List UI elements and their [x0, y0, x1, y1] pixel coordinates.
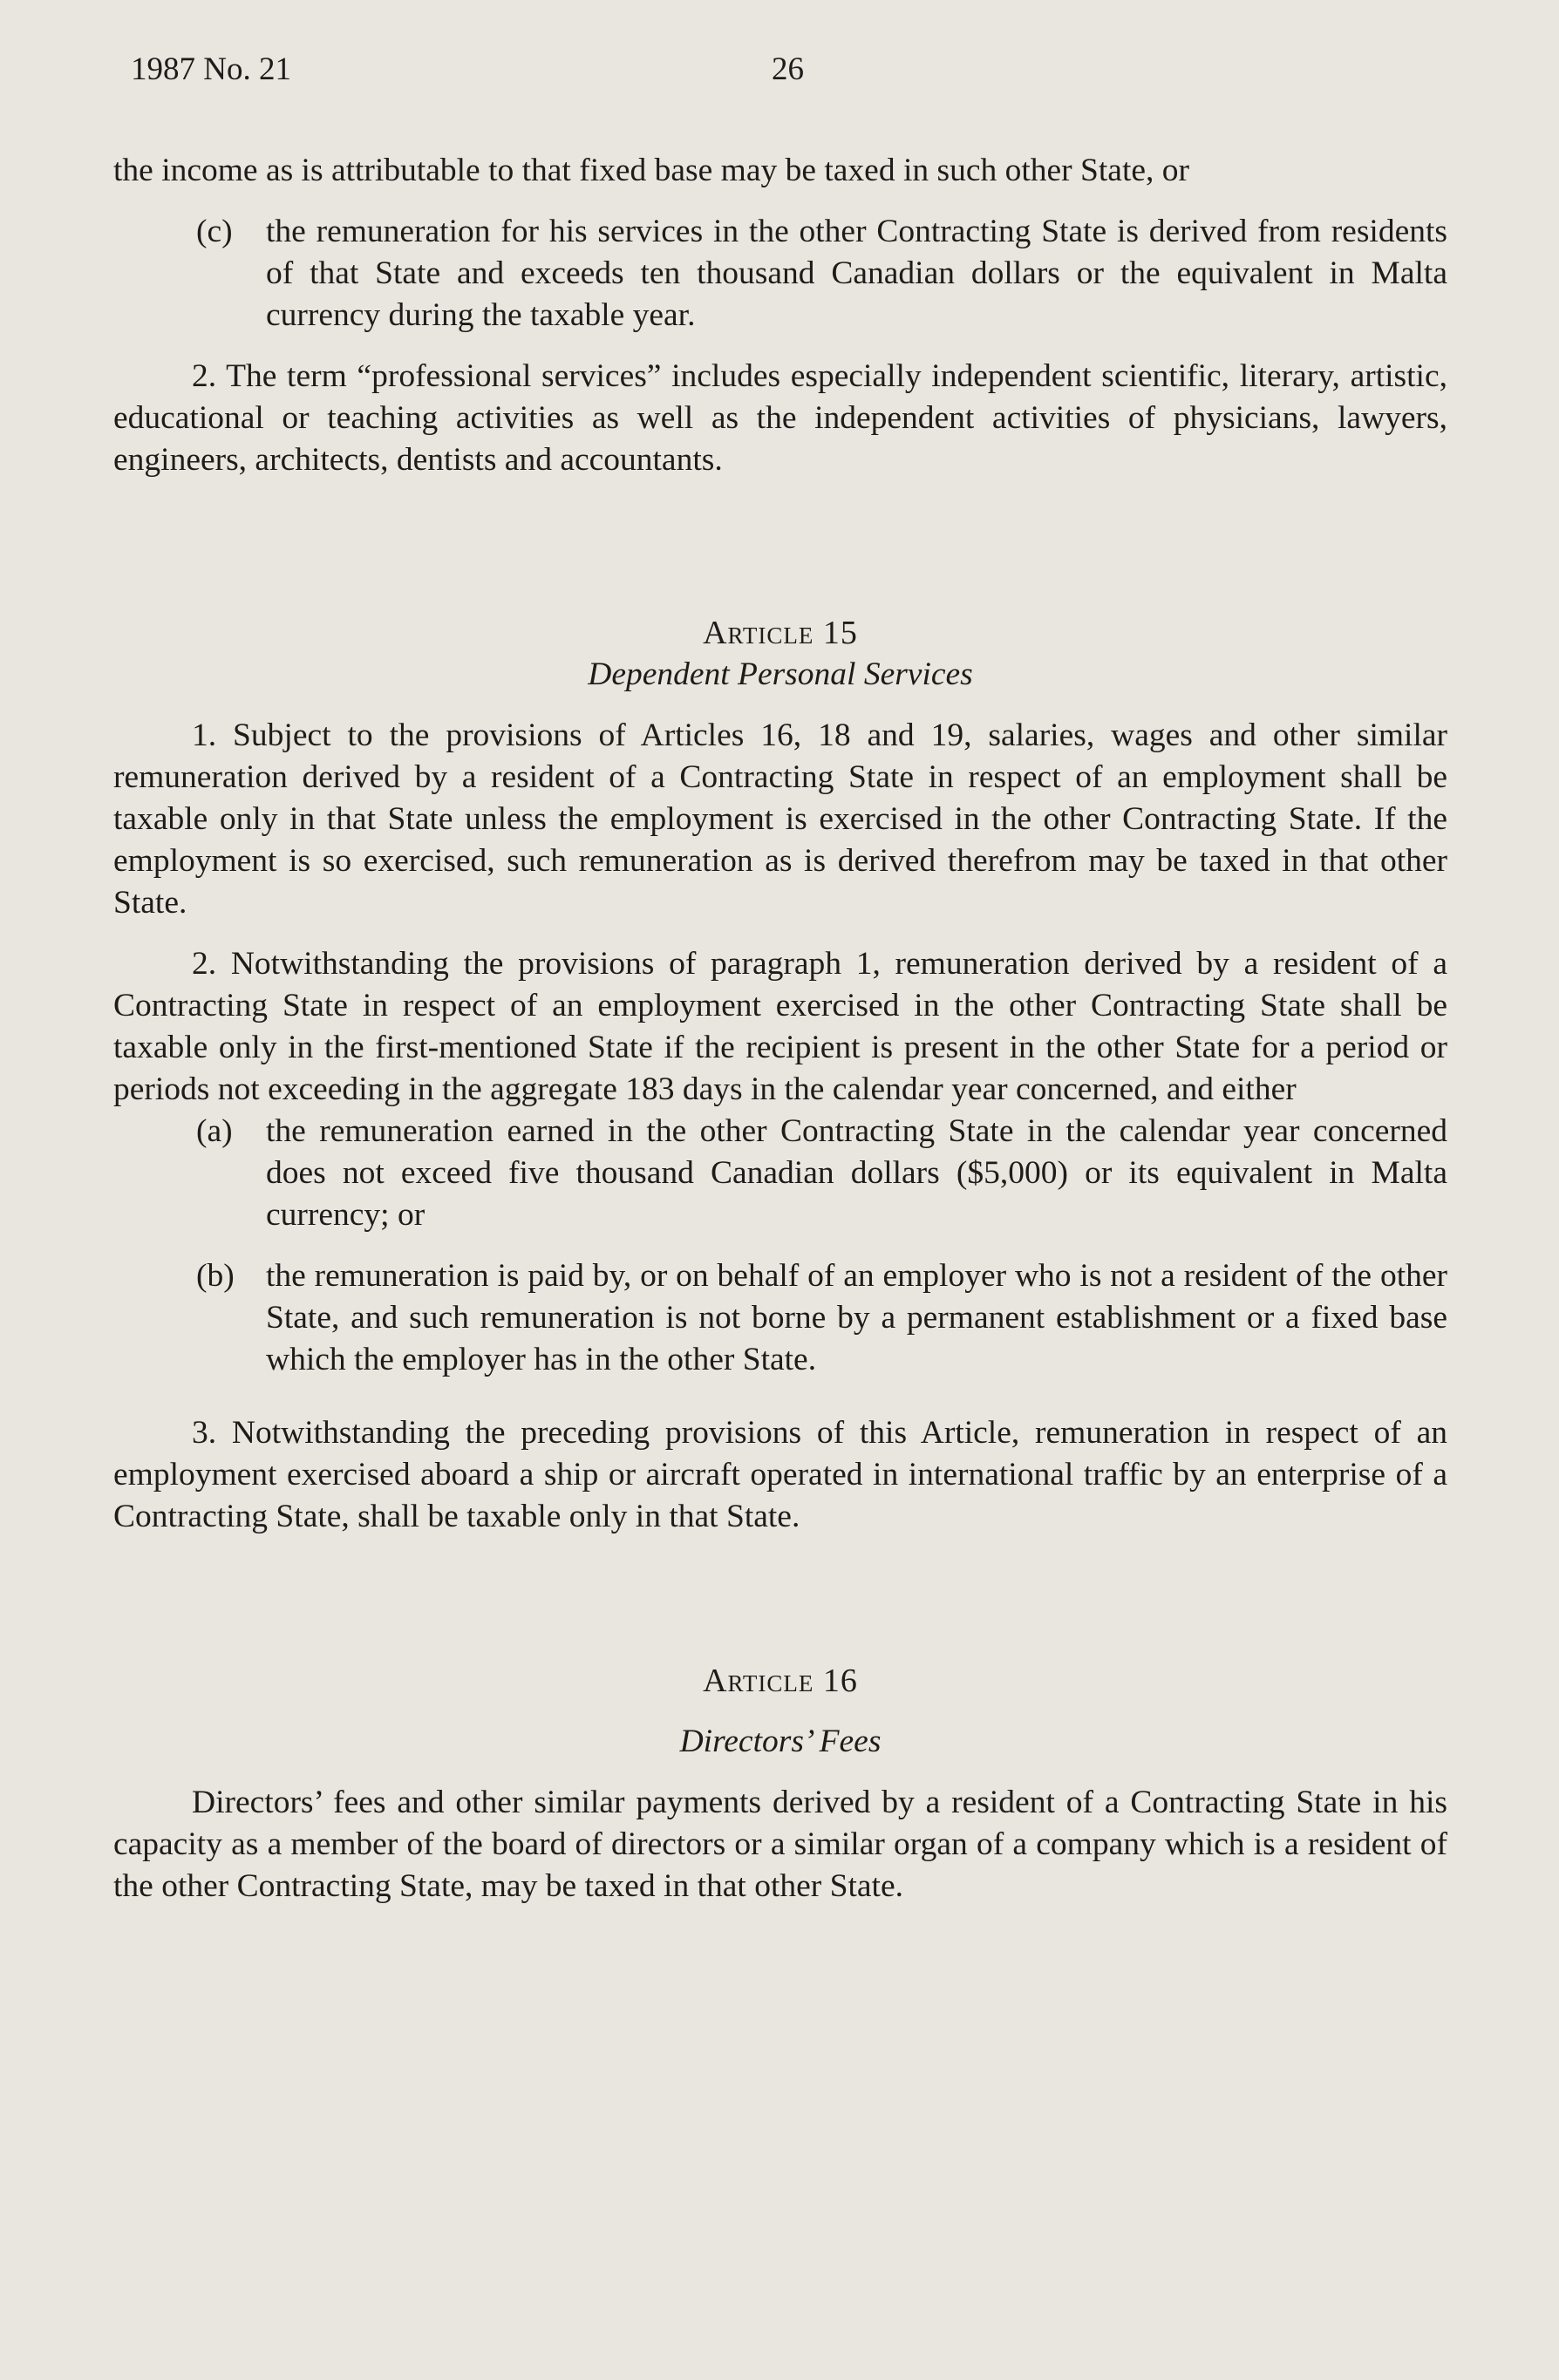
article-15-paragraph-2: 2. Notwithstanding the provisions of paragraph 1, remuneration derived by a resident of a Contracting State in respect of an employment exercised in the other Contracting State shall be taxable only in the first-mentioned State if the recipient is present in the other State for a period or periods not exceeding in the aggregate 183 days in the calendar year concerned, and either [113, 946, 1447, 1107]
article-15-paragraph-3: 3. Notwithstanding the preceding provisions of this Article, remuneration in respect of an employment exercised aboard a ship or aircraft operated in international traffic by an enterprise of a Contracting State, shall be taxable only in that State. [113, 1415, 1447, 1534]
list-item-a [196, 1111, 1447, 1236]
article-16-heading: Article 16 [703, 1663, 858, 1699]
list-item-b [196, 1255, 1447, 1381]
article-15-heading: Article 15 [703, 615, 858, 651]
item-label: (a) [196, 1113, 233, 1149]
article-16-paragraph-1: Directors’ fees and other similar payments derived by a resident of a Contracting State in his capacity as a member of the board of directors or a similar organ of a company which is a resident of the other Contracting State, may be taxed in that other State. [113, 1785, 1447, 1904]
continued-item-text: the income as is attributable to that fixed base may be taxed in such other State, or [113, 153, 1190, 188]
article-15-paragraph-1: 1. Subject to the provisions of Articles 16, 18 and 19, salaries, wages and other similar remuneration derived by a resident of a Contracting State in respect of an employment shall be taxable only in that State unless the employment is exercised in the other Contracting State. If the employment is so exercised, such remuneration as is derived therefrom may be taxed in that other State. [113, 717, 1447, 921]
paragraph-professional-services: 2. The term “professional services” includes especially independent scientific, literary, artistic, educational or teaching activities as well as the independent activities of physicians, lawyers, engineers, architects, dentists and accountants. [113, 358, 1447, 478]
item-text: the remuneration is paid by, or on behalf of an employer who is not a resident of the other State, and such remuneration is not borne by a permanent establishment or a fixed base which the employer has in the other State. [266, 1258, 1447, 1377]
page-header [131, 51, 1421, 103]
page-number: 26 [772, 51, 804, 87]
document-body [113, 150, 1447, 1907]
item-text: the remuneration for his services in the other Contracting State is derived from residents of that State and exceeds ten thousand Canadian dollars or the equivalent in Malta currency during the taxable year. [266, 214, 1447, 333]
item-label: (c) [196, 214, 233, 249]
gazette-year-number: 1987 No. 21 [131, 51, 291, 87]
article-15-subheading: Dependent Personal Services [588, 656, 973, 692]
item-text: the remuneration earned in the other Contracting State in the calendar year concerned does not exceed five thousand Canadian dollars ($5,000) or its equivalent in Malta currency; or [266, 1113, 1447, 1233]
item-label: (b) [196, 1258, 235, 1294]
article-16-subheading: Directors’ Fees [679, 1724, 882, 1759]
list-item-c [196, 211, 1447, 337]
